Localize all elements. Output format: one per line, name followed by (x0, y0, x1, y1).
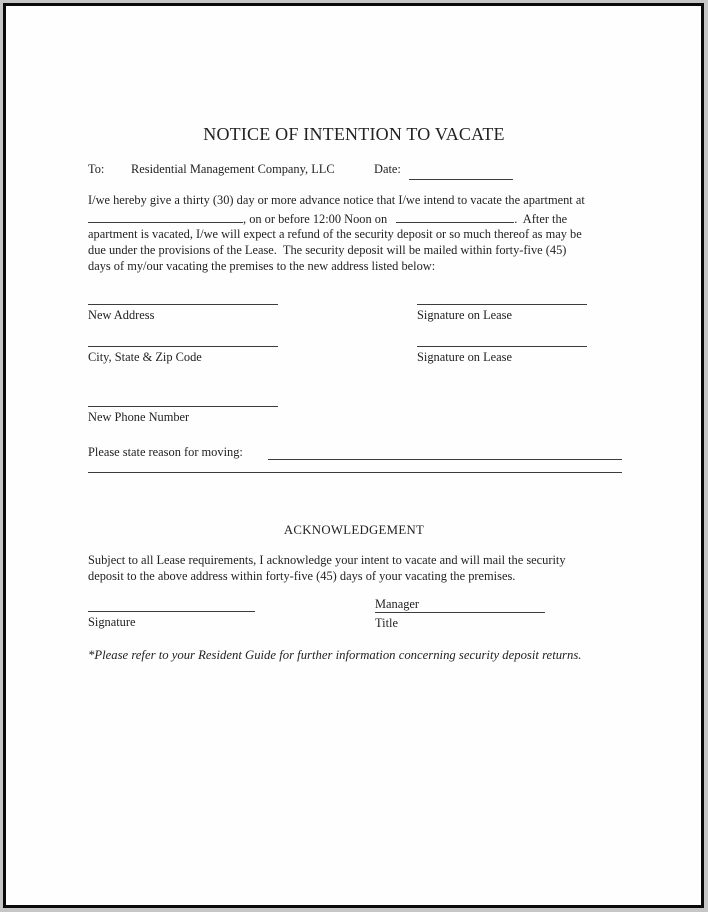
apartment-address-blank[interactable] (88, 209, 243, 223)
reason-label: Please state reason for moving: (88, 445, 243, 459)
acknowledgement-paragraph (88, 553, 566, 584)
manager-title-field (375, 597, 545, 631)
signature-on-lease-blank-1[interactable] (417, 290, 587, 305)
signature-label: Signature (88, 615, 136, 629)
intro-line-2-end: . After the (514, 211, 568, 226)
city-state-zip-label: City, State & Zip Code (88, 350, 202, 364)
date-label: Date: (374, 162, 401, 176)
resident-signature-blank[interactable] (88, 598, 255, 612)
intro-line-5: days of my/our vacating the premises to the new address listed below: (88, 258, 436, 273)
intro-line-2-mid: , on or before 12:00 Noon on (243, 211, 388, 226)
to-label: To: (88, 162, 105, 176)
acknowledgement-line-2: deposit to the above address within forty-five (45) days of your vacating the premises. (88, 568, 516, 583)
reason-blank-line-1[interactable] (268, 446, 622, 460)
new-address-blank[interactable] (88, 290, 278, 305)
signature-on-lease-label-1: Signature on Lease (417, 308, 512, 322)
reason-blank-line-2[interactable] (88, 459, 622, 473)
intro-line-2 (88, 209, 585, 228)
city-state-zip-blank[interactable] (88, 332, 278, 347)
acknowledgement-line-1: Subject to all Lease requirements, I acknowledge your intent to vacate and will mail the security (88, 553, 566, 567)
signature-on-lease-field-1 (417, 290, 587, 323)
new-phone-blank[interactable] (88, 392, 278, 407)
manager-title-value: Manager (375, 597, 420, 611)
city-state-zip-field (88, 332, 278, 365)
intro-line-4: due under the provisions of the Lease. The security deposit will be mailed within forty-five (45) (88, 243, 567, 258)
intro-paragraph (88, 193, 585, 275)
new-phone-field (88, 392, 278, 425)
signature-on-lease-field-2 (417, 332, 587, 365)
new-address-label: New Address (88, 308, 155, 322)
intro-line-3: apartment is vacated, I/we will expect a refund of the security deposit or so much thereof as may be (88, 227, 582, 242)
vacate-date-blank[interactable] (396, 209, 514, 223)
new-address-field (88, 290, 278, 323)
new-phone-label: New Phone Number (88, 410, 190, 424)
resident-signature-field (88, 598, 255, 630)
acknowledgement-heading: ACKNOWLEDGEMENT (283, 523, 425, 537)
intro-line-1: I/we hereby give a thirty (30) day or more advance notice that I/we intend to vacate the apartment at (88, 193, 585, 207)
company-name: Residential Management Company, LLC (131, 162, 335, 176)
manager-title-line[interactable] (375, 597, 545, 613)
signature-on-lease-label-2: Signature on Lease (417, 350, 512, 364)
date-blank[interactable] (409, 163, 513, 180)
title-label: Title (375, 616, 398, 630)
page-title: NOTICE OF INTENTION TO VACATE (203, 124, 505, 144)
footnote: *Please refer to your Resident Guide for further information concerning security deposit returns. (88, 648, 582, 662)
signature-on-lease-blank-2[interactable] (417, 332, 587, 347)
